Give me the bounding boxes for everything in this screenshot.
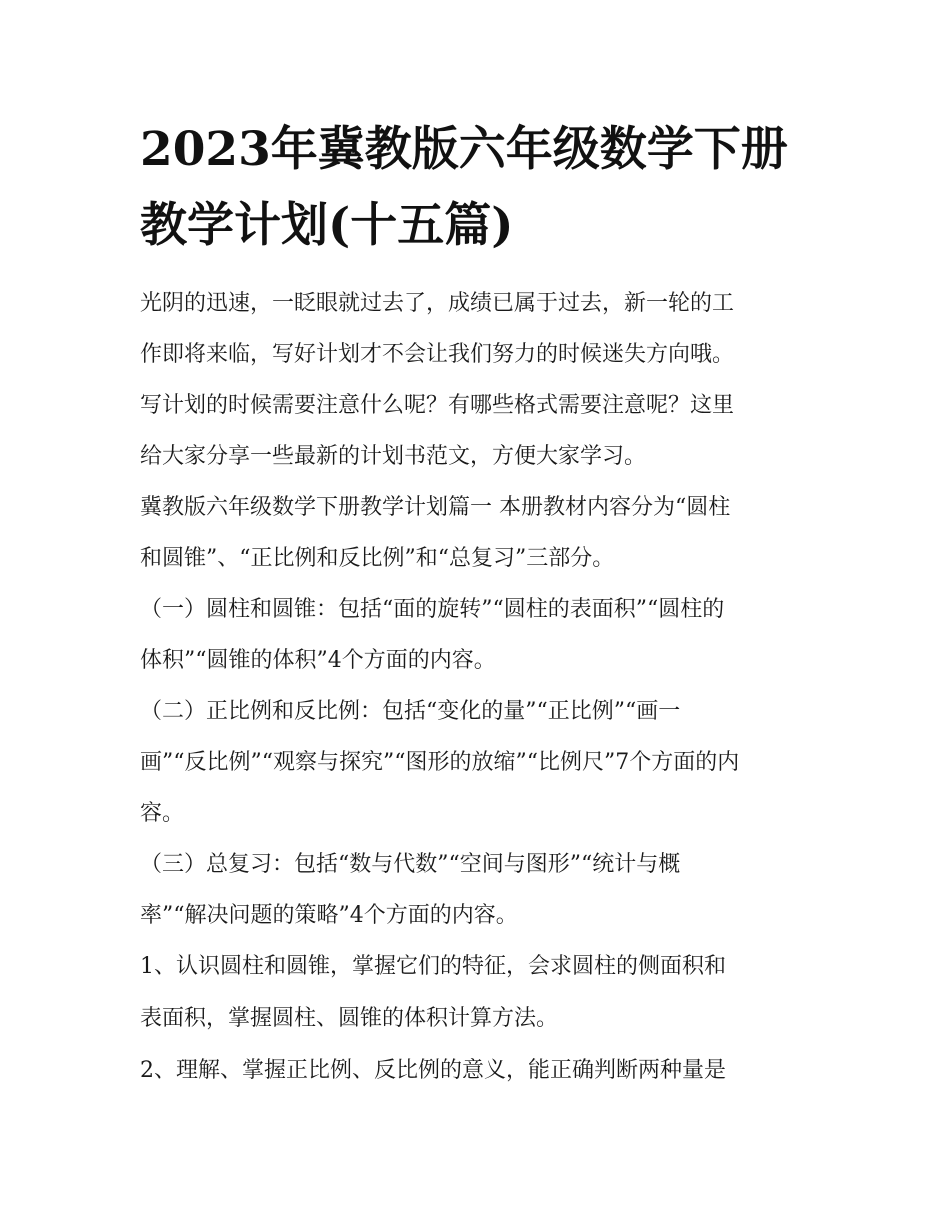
body-line-3: 写计划的时候需要注意什么呢？有哪些格式需要注意呢？这里: [140, 393, 735, 418]
document-body: [140, 278, 830, 1097]
body-line-13: 率”“解决问题的策略”4个方面的内容。: [140, 903, 518, 928]
body-line-8: 体积”“圆锥的体积”4个方面的内容。: [140, 648, 496, 673]
body-line-9: （二）正比例和反比例：包括“变化的量”“正比例”“画一: [140, 699, 681, 724]
title-line-1: 2023年冀教版六年级数学下册: [140, 122, 788, 177]
body-line-10: 画”“反比例”“观察与探究”“图形的放缩”“比例尺”7个方面的内: [140, 750, 740, 775]
body-line-15: 表面积，掌握圆柱、圆锥的体积计算方法。: [140, 1006, 559, 1031]
document-title: [140, 112, 820, 264]
body-line-14: 1、认识圆柱和圆锥，掌握它们的特征，会求圆柱的侧面积和: [140, 954, 726, 979]
body-line-4: 给大家分享一些最新的计划书范文，方便大家学习。: [140, 444, 647, 469]
body-line-1: 光阴的迅速，一眨眼就过去了，成绩已属于过去，新一轮的工: [140, 291, 735, 316]
body-line-5: 冀教版六年级数学下册教学计划篇一 本册教材内容分为“圆柱: [140, 495, 731, 520]
body-line-6: 和圆锥”、“正比例和反比例”和“总复习”三部分。: [140, 546, 615, 571]
body-line-16: 2、理解、掌握正比例、反比例的意义，能正确判断两种量是: [140, 1058, 726, 1083]
body-line-11: 容。: [140, 801, 185, 826]
body-line-12: （三）总复习：包括“数与代数”“空间与图形”“统计与概: [140, 852, 681, 877]
body-line-2: 作即将来临，写好计划才不会让我们努力的时候迷失方向哦。: [140, 342, 735, 367]
body-line-7: （一）圆柱和圆锥：包括“面的旋转”“圆柱的表面积”“圆柱的: [140, 597, 725, 622]
title-line-2: 教学计划(十五篇): [140, 198, 514, 253]
